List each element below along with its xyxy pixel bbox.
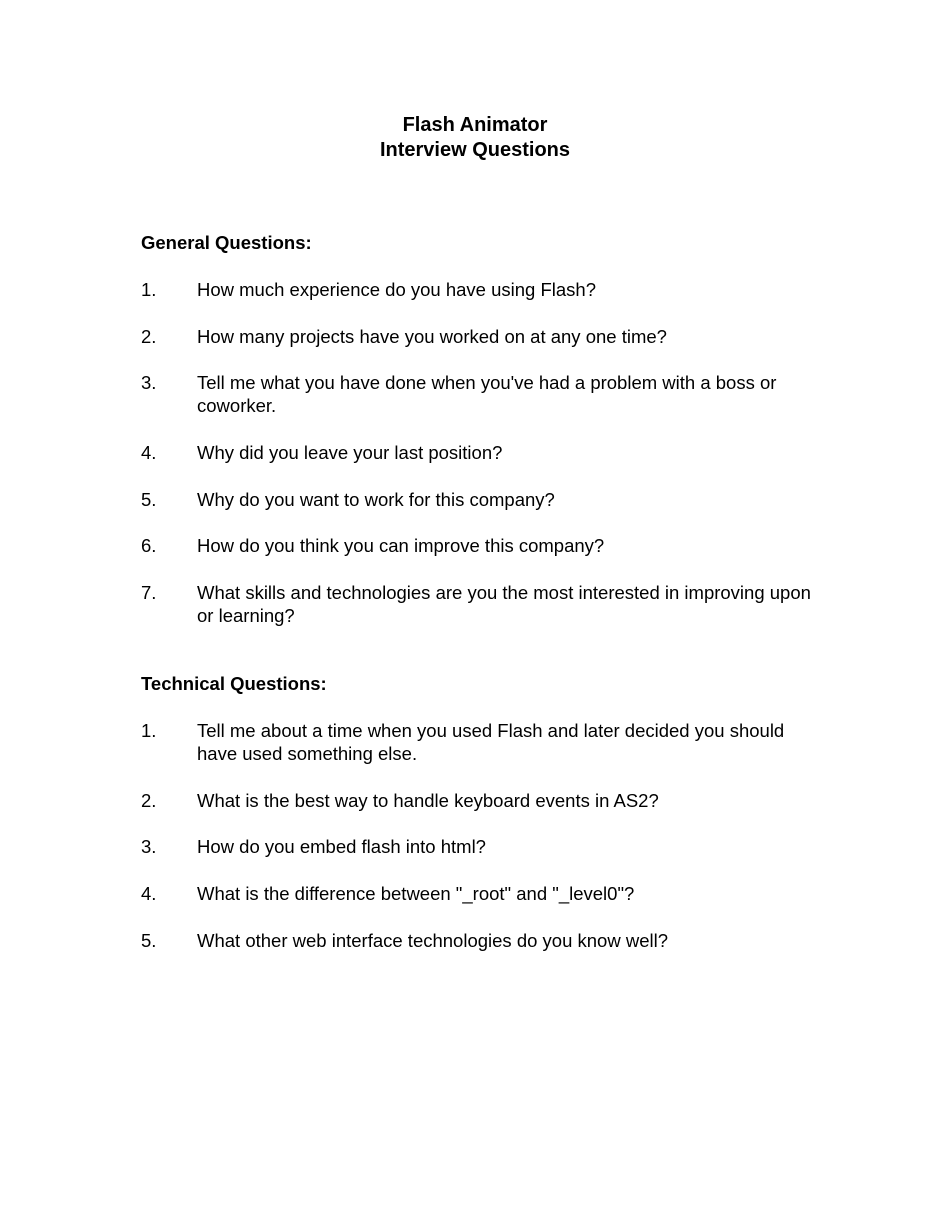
question-number: 7. bbox=[141, 581, 157, 603]
question-text: How do you think you can improve this company? bbox=[197, 535, 605, 557]
question-text: Tell me about a time when you used Flash and later decided you should have used something else. bbox=[197, 720, 785, 765]
question-number: 3. bbox=[141, 836, 157, 858]
question-text: Tell me what you have done when you've had a problem with a boss or coworker. bbox=[197, 372, 777, 417]
title-line-job: Flash Animator bbox=[402, 114, 548, 136]
question-item bbox=[141, 278, 821, 301]
question-item bbox=[141, 835, 821, 858]
question-text: What other web interface technologies do you know well? bbox=[197, 929, 668, 951]
general-questions-section bbox=[141, 231, 821, 651]
question-number: 5. bbox=[141, 929, 157, 951]
question-text: What is the difference between "_root" and "_level0"? bbox=[197, 883, 635, 905]
question-text: What is the best way to handle keyboard events in AS2? bbox=[197, 789, 659, 811]
question-item bbox=[141, 371, 821, 418]
question-text: Why do you want to work for this company? bbox=[197, 488, 555, 510]
question-number: 3. bbox=[141, 372, 157, 394]
technical-questions-section bbox=[141, 672, 821, 975]
question-item bbox=[141, 534, 821, 557]
question-item bbox=[141, 929, 821, 952]
question-number: 6. bbox=[141, 535, 157, 557]
question-text: Why did you leave your last position? bbox=[197, 442, 503, 464]
document-title bbox=[0, 113, 950, 163]
question-number: 2. bbox=[141, 789, 157, 811]
question-item bbox=[141, 441, 821, 464]
question-item bbox=[141, 789, 821, 812]
question-number: 1. bbox=[141, 720, 157, 741]
question-number: 4. bbox=[141, 442, 157, 464]
question-number: 1. bbox=[141, 279, 157, 300]
question-text: How many projects have you worked on at any one time? bbox=[197, 325, 667, 347]
question-number: 5. bbox=[141, 488, 157, 510]
question-item bbox=[141, 882, 821, 905]
question-item bbox=[141, 488, 821, 511]
question-text: How much experience do you have using Flash? bbox=[197, 279, 597, 300]
question-text: What skills and technologies are you the most interested in improving upon or learning? bbox=[197, 581, 811, 627]
question-item bbox=[141, 581, 821, 628]
section-heading-technical: Technical Questions: bbox=[141, 673, 327, 694]
question-number: 4. bbox=[141, 883, 157, 905]
question-text: How do you embed flash into html? bbox=[197, 836, 486, 858]
technical-question-list bbox=[141, 719, 821, 952]
section-heading-general: General Questions: bbox=[141, 232, 312, 253]
general-question-list bbox=[141, 278, 821, 627]
question-item bbox=[141, 325, 821, 348]
title-line-subtitle: Interview Questions bbox=[379, 139, 571, 161]
question-item bbox=[141, 719, 821, 766]
question-number: 2. bbox=[141, 325, 157, 347]
